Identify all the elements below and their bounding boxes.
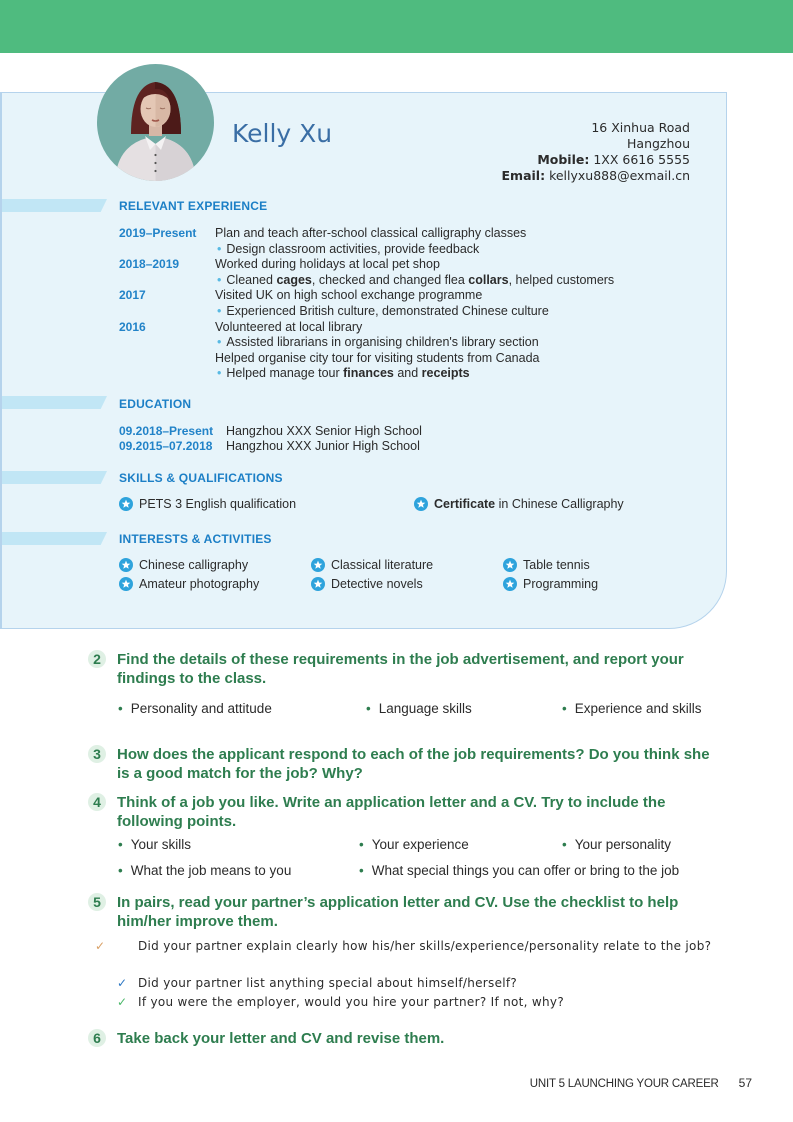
education-school: Hangzhou XXX Senior High School	[226, 424, 422, 438]
skill-item	[119, 497, 296, 511]
address-line-1: 16 Xinhua Road	[591, 120, 690, 135]
star-icon	[311, 577, 325, 591]
page-number: 57	[738, 1076, 752, 1090]
experience-date: 2019–Present	[119, 226, 197, 240]
task-number: 6	[88, 1029, 106, 1047]
interest-text: Chinese calligraphy	[139, 558, 249, 572]
mobile-value: 1XX 6616 5555	[593, 152, 690, 167]
education-row	[119, 439, 420, 454]
interest-item	[311, 558, 433, 572]
task-number: 2	[88, 650, 106, 668]
point-item: • Your skills	[118, 837, 191, 852]
checklist-text: Did your partner explain clearly how his/her skills/experience/personality relate to the job?	[138, 939, 712, 953]
interest-text: Classical literature	[331, 558, 434, 572]
star-icon	[311, 558, 325, 572]
skill-text: PETS 3 English qualification	[139, 497, 297, 511]
interest-text: Programming	[523, 577, 599, 591]
experience-description: Plan and teach after-school classical calligraphy classes	[215, 226, 527, 240]
experience-description: Volunteered at local library	[215, 319, 363, 334]
section-title-skills: SKILLS & QUALIFICATIONS	[119, 471, 283, 485]
bullet-dot-icon: •	[217, 241, 222, 256]
woman-avatar-icon	[97, 64, 214, 181]
section-band	[2, 471, 107, 484]
page-footer	[530, 1076, 752, 1090]
section-title-education: EDUCATION	[119, 397, 192, 411]
experience-bullet: • Helped manage tour finances and receipts	[217, 366, 470, 381]
interest-item	[503, 577, 598, 591]
task-number: 4	[88, 793, 106, 811]
bullet-dot-icon: •	[217, 272, 222, 287]
header-color-bar	[0, 0, 793, 53]
experience-bullet: • Design classroom activities, provide feedback	[217, 241, 480, 256]
requirement-item: • Personality and attitude	[118, 701, 272, 716]
experience-bullet: • Experienced British culture, demonstrated Chinese culture	[217, 303, 549, 318]
checklist-item	[95, 938, 717, 955]
bullet-dot-icon: •	[217, 366, 222, 381]
unit-title: UNIT 5 LAUNCHING YOUR CAREER	[529, 1078, 719, 1090]
task-prompt: How does the applicant respond to each of the job requirements? Do you think she is a good match for the job? Why?	[117, 746, 710, 782]
bullet-dot-icon: •	[217, 335, 222, 350]
cv-name: Kelly Xu	[232, 119, 333, 148]
email-line	[502, 168, 691, 184]
task-prompt: Find the details of these requirements in the job advertisement, and report your findings to the class.	[117, 651, 684, 687]
education-row	[119, 424, 422, 439]
interest-text: Detective novels	[331, 577, 423, 591]
experience-description: Visited UK on high school exchange programme	[215, 288, 483, 303]
section-band	[2, 532, 107, 545]
check-icon: ✓	[117, 995, 128, 1009]
email-value: kellyxu888@exmail.cn	[549, 168, 690, 183]
experience-date: 2018–2019	[119, 257, 180, 272]
star-icon	[119, 577, 133, 591]
email-label: Email:	[501, 168, 546, 183]
skill-bold: Certificate	[434, 497, 496, 511]
experience-date: 2016	[119, 319, 146, 334]
task-prompt: Think of a job you like. Write an application letter and a CV. Try to include the following points.	[117, 794, 666, 830]
education-school: Hangzhou XXX Junior High School	[226, 439, 420, 453]
task-number: 5	[88, 893, 106, 911]
skill-text: in Chinese Calligraphy	[495, 497, 624, 511]
star-icon	[119, 558, 133, 572]
task-prompt: In pairs, read your partner’s application letter and CV. Use the checklist to help him/her improve them.	[117, 894, 679, 930]
interest-text: Amateur photography	[139, 577, 260, 591]
interest-item	[119, 577, 259, 591]
task-number: 3	[88, 745, 106, 763]
mobile-line	[502, 152, 691, 168]
check-icon: ✓	[117, 976, 128, 990]
checklist-item	[117, 975, 717, 992]
education-date: 09.2018–Present	[119, 424, 214, 438]
interest-text: Table tennis	[523, 558, 590, 572]
point-item: • Your personality	[562, 837, 671, 852]
star-icon	[119, 497, 133, 511]
section-title-experience: RELEVANT EXPERIENCE	[119, 199, 268, 213]
interest-item	[311, 577, 423, 591]
experience-bullet: • Cleaned cages, checked and changed flea collars, helped customers	[217, 272, 615, 287]
section-title-interests: INTERESTS & ACTIVITIES	[119, 532, 272, 546]
checklist-item	[117, 994, 717, 1011]
experience-bullet: • Assisted librarians in organising children's library section	[217, 335, 539, 350]
point-item: • Your experience	[359, 837, 469, 852]
experience-date: 2017	[119, 288, 146, 303]
bullet-dot-icon: •	[217, 303, 222, 318]
contact-block	[502, 120, 691, 184]
check-icon: ✓	[95, 939, 106, 953]
mobile-label: Mobile:	[537, 152, 590, 167]
section-band	[2, 396, 107, 409]
experience-description: Worked during holidays at local pet shop	[215, 257, 440, 272]
interest-item	[503, 558, 590, 572]
star-icon	[414, 497, 428, 511]
cv-card	[0, 92, 727, 629]
task-prompt: Take back your letter and CV and revise them.	[117, 1030, 445, 1047]
education-date: 09.2015–07.2018	[119, 439, 213, 453]
star-icon	[503, 577, 517, 591]
star-icon	[503, 558, 517, 572]
experience-description: Helped organise city tour for visiting students from Canada	[215, 350, 540, 365]
address-line-2: Hangzhou	[627, 136, 690, 151]
checklist-text: Did your partner list anything special about himself/herself?	[138, 976, 518, 990]
point-item: • What the job means to you	[118, 863, 291, 878]
requirement-item: • Language skills	[366, 701, 472, 716]
skill-item	[414, 497, 624, 511]
checklist-text: If you were the employer, would you hire your partner? If not, why?	[138, 995, 564, 1009]
requirement-item: • Experience and skills	[562, 701, 702, 716]
section-band	[2, 199, 107, 212]
interest-item	[119, 558, 248, 572]
point-item: • What special things you can offer or bring to the job	[359, 863, 679, 878]
